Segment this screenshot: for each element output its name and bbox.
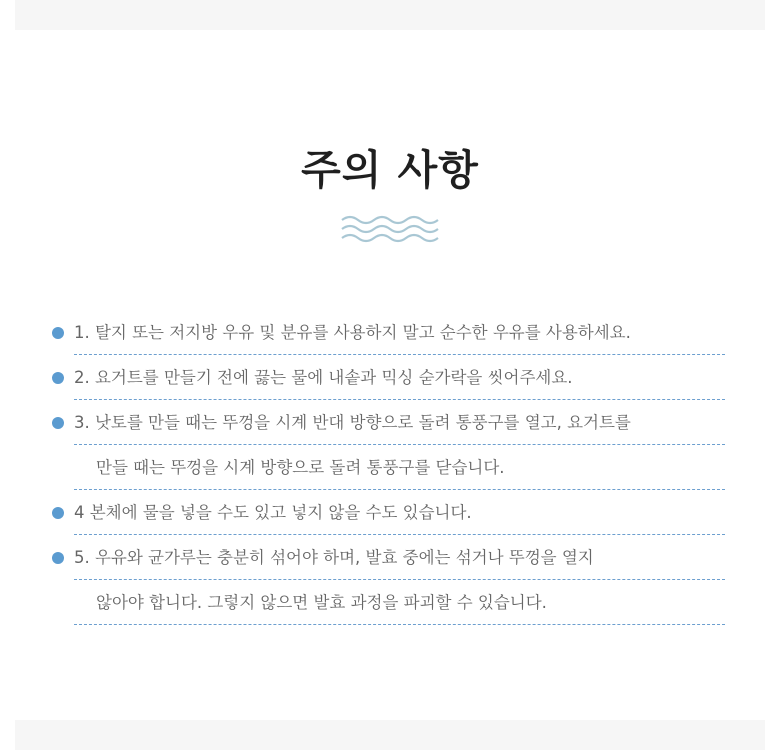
notice-line (74, 490, 725, 535)
bullet-icon (52, 552, 64, 564)
notice-text: 2. 요거트를 만들기 전에 끓는 물에 내솥과 믹싱 숟가락을 씻어주세요. (74, 368, 573, 387)
page-title: 주의 사항 (301, 146, 479, 194)
notice-line-continuation (74, 445, 725, 490)
notice-line (74, 355, 725, 400)
bullet-icon (52, 372, 64, 384)
notice-item (52, 535, 732, 625)
notice-line-continuation (74, 580, 725, 625)
notice-text: 3. 낫토를 만들 때는 뚜껑을 시계 반대 방향으로 돌려 통풍구를 열고, 요거트를 (74, 413, 631, 432)
notice-line (74, 400, 725, 445)
notice-text: 5. 우유와 균가루는 충분히 섞어야 하며, 발효 중에는 섞거나 뚜껑을 열지 (74, 548, 594, 567)
notice-line (74, 310, 725, 355)
notice-text: 않아야 합니다. 그렇지 않으면 발효 과정을 파괴할 수 있습니다. (96, 593, 547, 612)
notice-text: 4 본체에 물을 넣을 수도 있고 넣지 않을 수도 있습니다. (74, 503, 472, 522)
notice-text: 1. 탈지 또는 저지방 우유 및 분유를 사용하지 말고 순수한 우유를 사용하세요. (74, 323, 631, 342)
notice-item (52, 310, 732, 355)
notice-text: 만들 때는 뚜껑을 시계 방향으로 돌려 통풍구를 닫습니다. (96, 458, 505, 477)
bullet-icon (52, 507, 64, 519)
bullet-icon (52, 327, 64, 339)
notice-item (52, 400, 732, 490)
wave-icon (340, 214, 440, 248)
top-band (15, 0, 765, 30)
notice-line (74, 535, 725, 580)
notice-list (52, 310, 732, 625)
notice-item (52, 355, 732, 400)
bullet-icon (52, 417, 64, 429)
notice-item (52, 490, 732, 535)
bottom-band (15, 720, 765, 750)
